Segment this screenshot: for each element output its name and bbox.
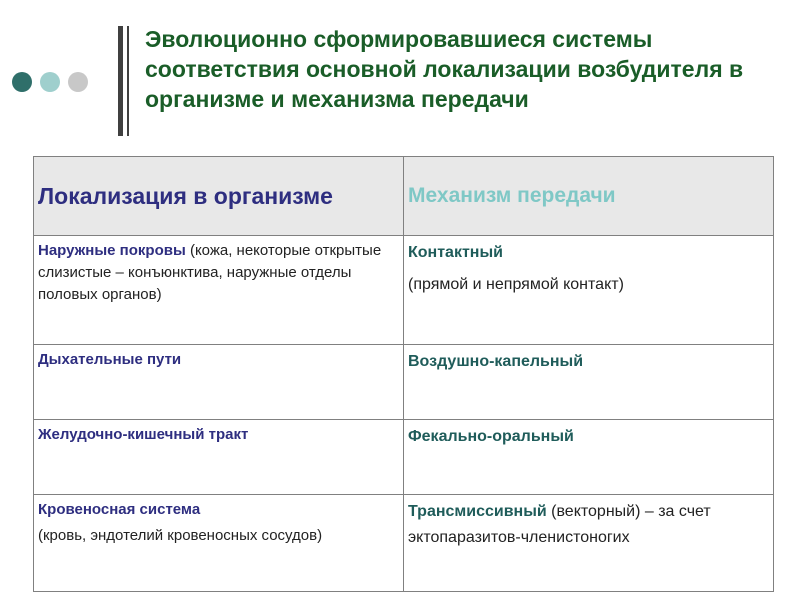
table-header-row	[34, 157, 774, 236]
dot-grey	[68, 72, 88, 92]
mechanism-cell	[404, 420, 774, 495]
table-row	[34, 495, 774, 592]
mechanism-cell	[404, 345, 774, 420]
mechanism-cell	[404, 236, 774, 345]
localization-label: Желудочно-кишечный тракт	[38, 426, 249, 443]
slide-decoration-dots	[12, 72, 88, 92]
title-divider-thin	[127, 26, 129, 136]
table-row	[34, 345, 774, 420]
mechanism-cell	[404, 495, 774, 592]
mechanism-label: Воздушно-капельный	[408, 353, 584, 370]
localization-mechanism-table	[33, 156, 774, 592]
mechanism-label: Контактный	[408, 244, 503, 261]
mechanism-label: Трансмиссивный	[408, 503, 547, 520]
localization-cell	[34, 420, 404, 495]
localization-cell	[34, 495, 404, 592]
mechanism-detail: (векторный) – за счет эктопаразитов-членистоногих	[408, 503, 711, 546]
header-localization: Локализация в организме	[34, 157, 404, 236]
localization-cell	[34, 345, 404, 420]
slide-title: Эволюционно сформировавшиеся системы соответствия основной локализации возбудителя в организме и механизма передачи	[145, 26, 744, 112]
mechanism-label: Фекально-оральный	[408, 428, 574, 445]
header-mechanism: Механизм передачи	[404, 157, 774, 236]
title-divider-thick	[118, 26, 123, 136]
localization-label: Кровеносная система	[38, 501, 201, 518]
mechanism-detail: (прямой и непрямой контакт)	[408, 276, 624, 293]
table-row	[34, 420, 774, 495]
table-row	[34, 236, 774, 345]
dot-dark	[12, 72, 32, 92]
localization-label: Дыхательные пути	[38, 351, 182, 368]
dot-light	[40, 72, 60, 92]
localization-label: Наружные покровы	[38, 242, 186, 259]
localization-detail: (кровь, эндотелий кровеносных сосудов)	[38, 527, 323, 544]
localization-cell	[34, 236, 404, 345]
localization-detail: (кожа, некоторые открытые слизистые – конъюнктива, наружные отделы половых органов)	[38, 242, 382, 303]
